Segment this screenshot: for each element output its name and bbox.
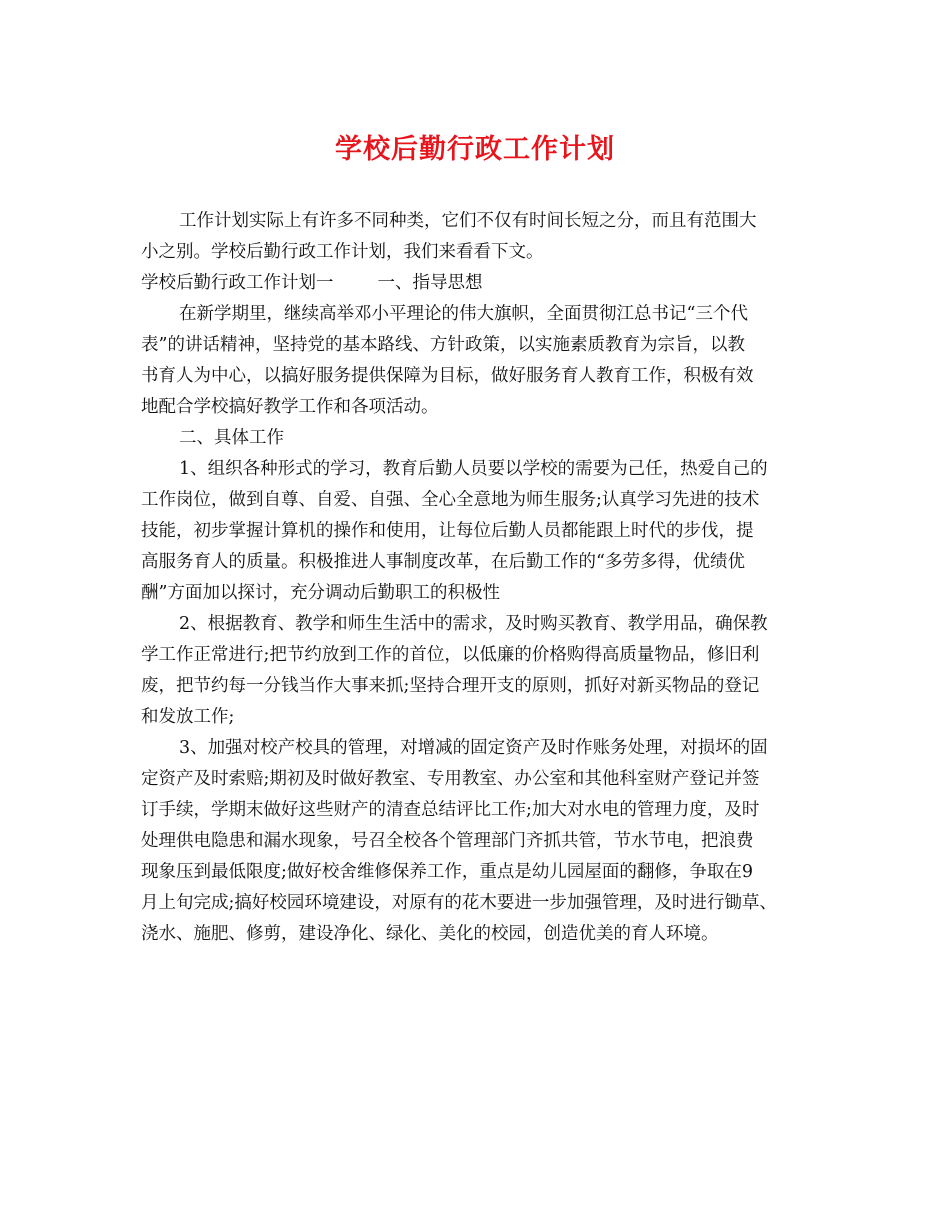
section-heading: 一、指导思想	[377, 273, 483, 293]
paragraph-line: 2、根据教育、教学和师生生活中的需求，及时购买教育、教学用品，确保教	[179, 614, 768, 634]
paragraph-line: 小之别。学校后勤行政工作计划，我们来看看下文。	[141, 242, 544, 262]
paragraph-line: 月上旬完成;搞好校园环境建设，对原有的花木要进一步加强管理，及时进行锄草、	[141, 893, 777, 913]
paragraph-line: 1、组织各种形式的学习，教育后勤人员要以学校的需要为己任，热爱自己的	[179, 459, 768, 479]
paragraph-line: 表”的讲话精神，坚持党的基本路线、方针政策，以实施素质教育为宗旨，以教	[141, 335, 745, 355]
paragraph-line: 技能，初步掌握计算机的操作和使用，让每位后勤人员都能跟上时代的步伐，提	[141, 521, 754, 541]
paragraph-line: 工作岗位，做到自尊、自爱、自强、全心全意地为师生服务;认真学习先进的技术	[141, 490, 760, 510]
paragraph-line: 现象压到最低限度;做好校舍维修保养工作，重点是幼儿园屋面的翻修，争取在9	[141, 862, 754, 882]
paragraph-line: 书育人为中心，以搞好服务提供保障为目标，做好服务育人教育工作，积极有效	[141, 366, 754, 386]
paragraph-line: 定资产及时索赔;期初及时做好教室、专用教室、办公室和其他科室财产登记并签	[141, 769, 760, 789]
paragraph-line: 废，把节约每一分钱当作大事来抓;坚持合理开支的原则，抓好对新买物品的登记	[141, 676, 760, 696]
paragraph-line: 学工作正常进行;把节约放到工作的首位，以低廉的价格购得高质量物品，修旧利	[141, 645, 760, 665]
paragraph-line: 高服务育人的质量。积极推进人事制度改革，在后勤工作的“多劳多得，优绩优	[141, 552, 745, 572]
paragraph-line: 在新学期里，继续高举邓小平理论的伟大旗帜，全面贯彻江总书记“三个代	[179, 304, 748, 324]
paragraph-line: 地配合学校搞好教学工作和各项活动。	[141, 397, 439, 417]
paragraph-line: 酬”方面加以探讨，充分调动后勤职工的积极性	[141, 583, 500, 603]
section-heading: 二、具体工作	[179, 428, 284, 448]
paragraph-line: 订手续，学期末做好这些财产的清查总结评比工作;加大对水电的管理力度，及时	[141, 800, 760, 820]
paragraph-line: 处理供电隐患和漏水现象，号召全校各个管理部门齐抓共管，节水节电，把浪费	[141, 831, 754, 851]
document-body	[141, 206, 821, 950]
section-heading-line	[141, 268, 821, 299]
plan-subtitle: 学校后勤行政工作计划一	[141, 273, 334, 293]
paragraph-line: 3、加强对校产校具的管理，对增减的固定资产及时作账务处理，对损坏的固	[179, 738, 768, 758]
paragraph-line: 浇水、施肥、修剪，建设净化、绿化、美化的校园，创造优美的育人环境。	[141, 924, 719, 944]
paragraph-line: 工作计划实际上有许多不同种类，它们不仅有时间长短之分，而且有范围大	[179, 211, 757, 231]
paragraph-line: 和发放工作;	[141, 707, 235, 727]
document-title: 学校后勤行政工作计划	[335, 134, 615, 165]
